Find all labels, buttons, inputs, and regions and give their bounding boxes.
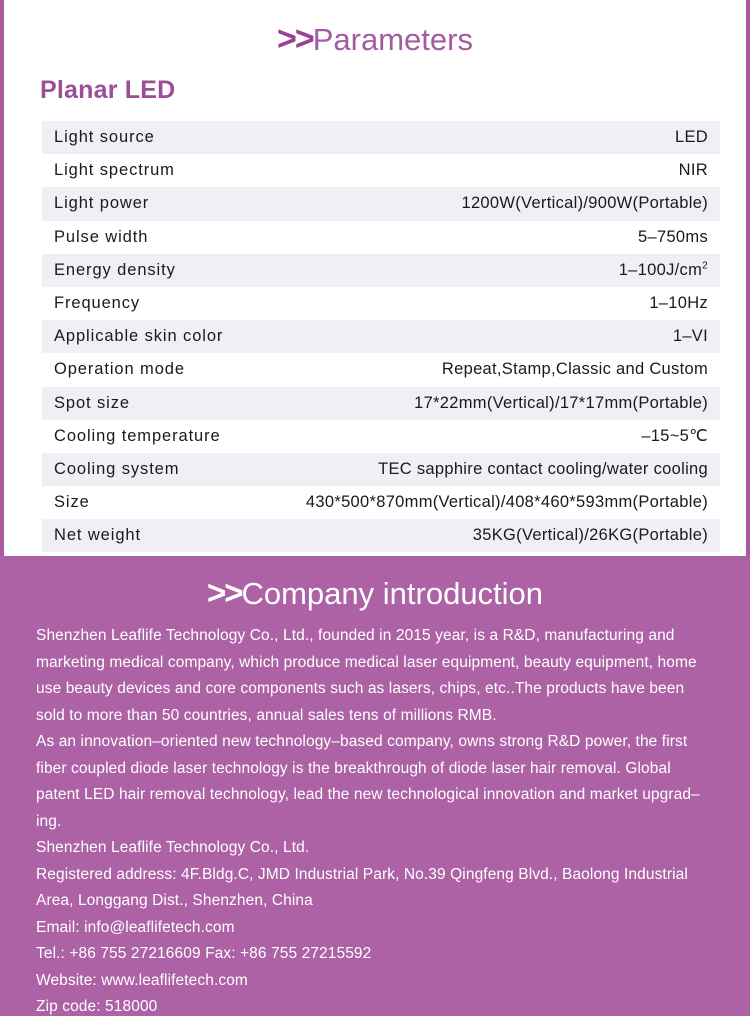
table-row: [42, 187, 720, 220]
table-row: [42, 121, 720, 154]
company-paragraph-1: Shenzhen Leaflife Technology Co., Ltd., founded in 2015 year, is a R&D, manufacturing and marketing medical company, which produce medical laser equipment, beauty equipment, home use beauty devices and core components such as lasers, chips, etc..The products have been sold to more than 50 countries, annual sales tens of millions RMB.: [36, 627, 697, 724]
table-row: [42, 387, 720, 420]
parameters-heading-text: Parameters: [312, 22, 473, 57]
spec-value: 430*500*870mm(Vertical)/408*460*593mm(Portable): [305, 493, 708, 512]
contact-zip-code: Zip code: 518000: [36, 998, 158, 1015]
spec-value: LED: [675, 128, 708, 147]
company-introduction-panel: [0, 556, 750, 1016]
spec-value: [254, 254, 720, 287]
spec-label: Spot size: [54, 393, 130, 412]
table-row: [42, 420, 720, 453]
spec-value: 1–10Hz: [649, 294, 708, 313]
spec-label: Operation mode: [54, 360, 185, 379]
contact-tel-fax: Tel.: +86 755 27216609 Fax: +86 755 27215592: [36, 945, 372, 962]
table-row: [42, 486, 720, 519]
spec-label: Light source: [54, 128, 155, 147]
spec-label: Energy density: [54, 260, 176, 279]
contact-website: Website: www.leaflifetech.com: [36, 971, 248, 989]
spec-label: Net weight: [54, 526, 141, 545]
spec-value: 1–VI: [672, 327, 708, 346]
spec-label: Size: [54, 493, 90, 512]
company-paragraph-2: As an innovation–oriented new technology–based company, owns strong R&D power, the first fiber coupled diode laser technology is the breakthrough of diode laser hair removal. Global patent LED hair removal technology, lead the new technological innovation and market upgrad–ing.: [36, 733, 700, 830]
company-body: [36, 623, 716, 1016]
product-title: Planar LED: [40, 76, 176, 104]
spec-value-superscript: 2: [702, 260, 708, 272]
spec-label: Cooling temperature: [54, 426, 221, 445]
spec-label: Pulse width: [54, 227, 149, 246]
contact-email: Email: info@leaflifetech.com: [36, 918, 235, 936]
table-row: [42, 154, 720, 187]
table-row: [42, 221, 720, 254]
table-row: [42, 287, 720, 320]
registered-address: Registered address: 4F.Bldg.C, JMD Industrial Park, No.39 Qingfeng Blvd., Baolong Industrial Area, Longgang Dist., Shenzhen, China: [36, 865, 688, 909]
specifications-table-body: [42, 121, 720, 552]
spec-label: Applicable skin color: [54, 327, 224, 346]
company-heading: [0, 556, 750, 609]
table-row: [42, 353, 720, 386]
chevron-double-right-icon: >>: [277, 20, 313, 58]
company-heading-text: Company introduction: [241, 576, 544, 611]
spec-value-text: 1–100J/cm: [618, 260, 703, 279]
spec-value: 5–750ms: [638, 227, 708, 246]
parameters-heading: [4, 0, 746, 56]
spec-label: Cooling system: [54, 459, 180, 478]
company-name: Shenzhen Leaflife Technology Co., Ltd.: [36, 839, 310, 856]
spec-value: –15~5℃: [641, 427, 708, 446]
spec-value: TEC sapphire contact cooling/water cooling: [378, 459, 708, 478]
spec-value: NIR: [678, 161, 708, 180]
specifications-table: [42, 121, 720, 552]
spec-value: Repeat,Stamp,Classic and Custom: [441, 360, 708, 379]
spec-value: 35KG(Vertical)/26KG(Portable): [472, 526, 708, 545]
spec-label: Light power: [54, 194, 150, 213]
table-row: [42, 453, 720, 486]
spec-label: Frequency: [54, 294, 141, 313]
chevron-double-right-icon: >>: [206, 574, 242, 611]
table-row: [42, 254, 720, 287]
spec-label: Light spectrum: [54, 161, 175, 180]
spec-value: 1200W(Vertical)/900W(Portable): [461, 194, 708, 213]
table-row: [42, 320, 720, 353]
table-row: [42, 519, 720, 552]
spec-value: 17*22mm(Vertical)/17*17mm(Portable): [414, 393, 708, 412]
